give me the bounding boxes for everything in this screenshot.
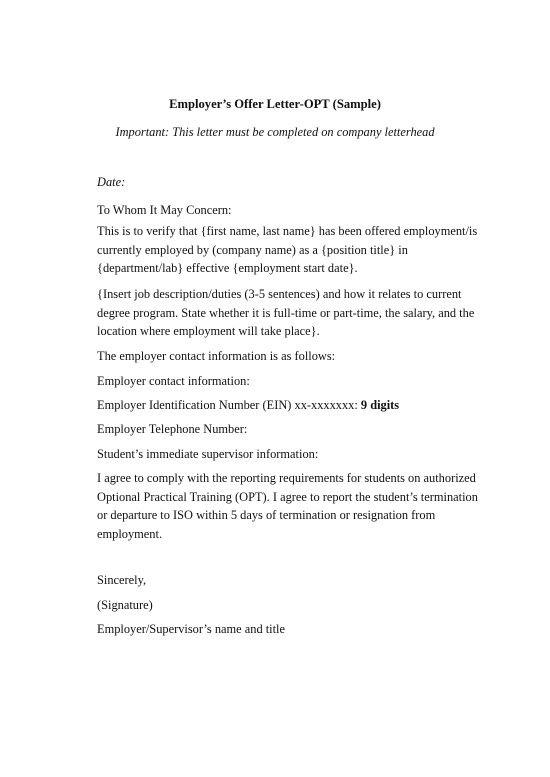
agreement-line-1: I agree to comply with the reporting requirements for students on authorized — [97, 471, 476, 485]
job-description-line-1: {Insert job description/duties (3-5 sentences) and how it relates to current — [97, 287, 462, 301]
agreement-line-2: Optional Practical Training (OPT). I agree to report the student’s termination — [97, 489, 478, 504]
ein-digits: 9 digits — [360, 398, 400, 412]
signature-placeholder: (Signature) — [97, 598, 153, 612]
employer-telephone-label: Employer Telephone Number: — [97, 422, 248, 436]
employer-contact-label: Employer contact information: — [97, 374, 250, 388]
salutation: To Whom It May Concern: — [97, 203, 232, 217]
verification-line-2: currently employed by (company name) as a {position title} in — [97, 242, 408, 257]
supervisor-label: Student’s immediate supervisor information: — [97, 447, 319, 461]
agreement-line-3: or departure to ISO within 5 days of termination or resignation from — [97, 508, 436, 522]
agreement-line-4: employment. — [97, 526, 163, 541]
job-description-line-3: location where employment will take place}. — [97, 324, 320, 338]
ein-label: Employer Identification Number (EIN) xx-xxxxxxx: — [97, 398, 361, 412]
ein-line — [97, 396, 497, 415]
date-label: Date: — [97, 175, 126, 189]
letter-title: Employer’s Offer Letter-OPT (Sample) — [169, 97, 381, 111]
signer-name-title: Employer/Supervisor’s name and title — [97, 622, 286, 636]
closing: Sincerely, — [97, 573, 147, 587]
job-description-line-2: degree program. State whether it is full-time or part-time, the salary, and the — [97, 305, 475, 320]
verification-line-3: {department/lab} effective {employment start date}. — [97, 261, 358, 275]
letterhead-notice: Important: This letter must be completed on company letterhead — [115, 125, 435, 139]
contact-intro: The employer contact information is as follows: — [97, 349, 336, 363]
verification-line-1: This is to verify that {first name, last name} has been offered employment/is — [97, 224, 478, 238]
